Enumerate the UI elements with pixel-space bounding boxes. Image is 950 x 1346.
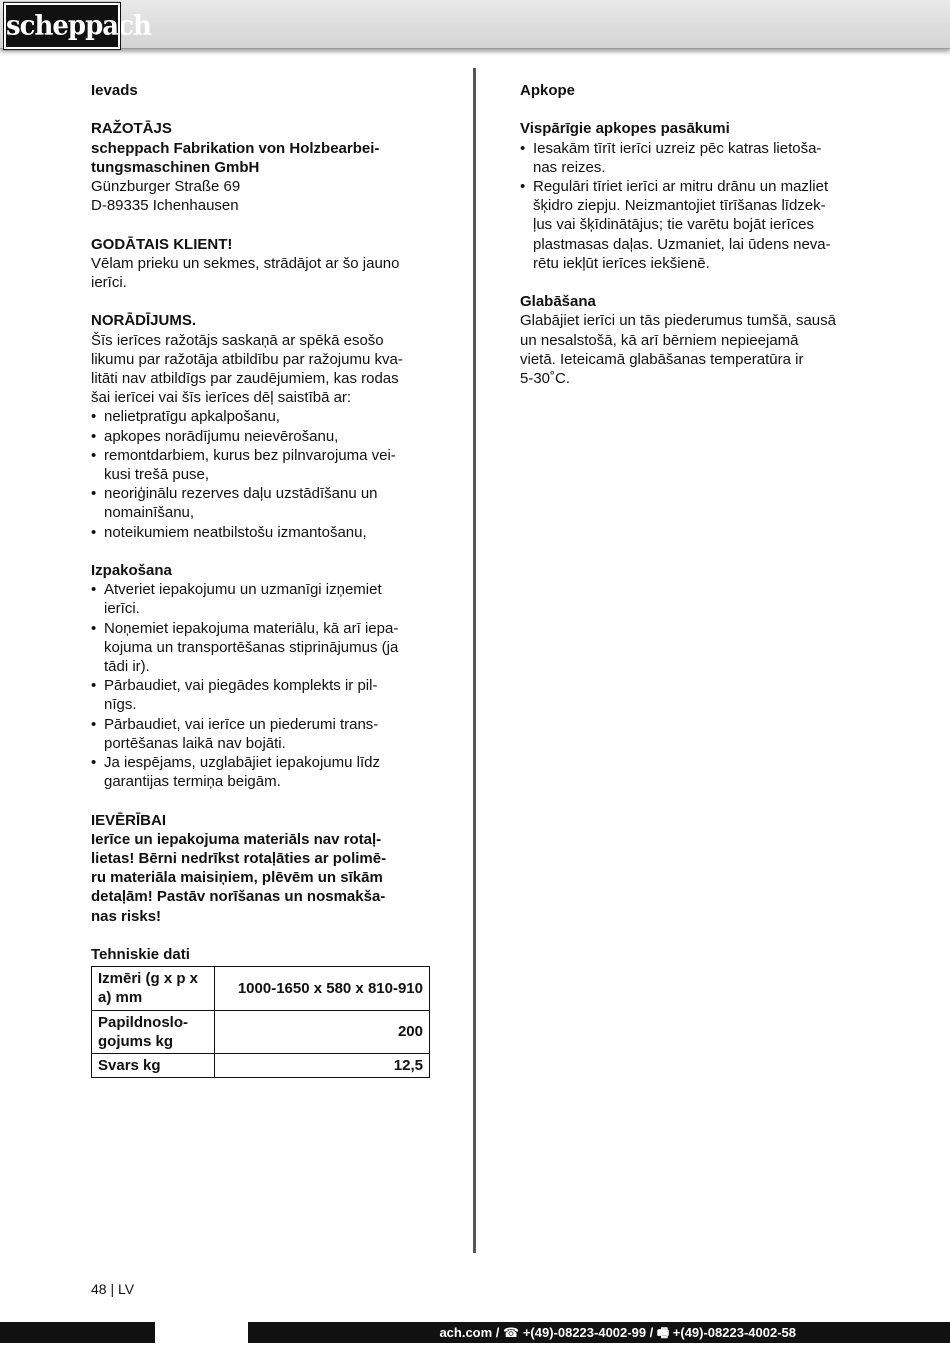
text-line: Ierīce un iepakojuma materiāls nav rotaļ-: [91, 830, 382, 848]
text-line: ļus vai šķīdinātājus; tie varētu bojāt ierīces: [533, 216, 814, 234]
left-column: [91, 81, 436, 1078]
brand-logo: scheppach: [4, 3, 120, 49]
text-line: plastmasas daļas. Uzmaniet, lai ūdens neva-: [533, 235, 831, 253]
text-line: lietas! Bērni nedrīkst rotaļāties ar polimē-: [91, 850, 387, 868]
notice-text: [91, 331, 436, 408]
table-row: [92, 967, 430, 1010]
company-name: [91, 139, 436, 177]
text-line: kojuma un transportēšanas stiprinājumus (ja: [104, 638, 399, 656]
text-line: ierīci.: [104, 600, 140, 618]
text-line: • remontdarbiem, kurus bez pilnvarojuma vei-: [104, 446, 396, 464]
text-line: • Noņemiet iepakojuma materiālu, kā arī iepa-: [104, 619, 399, 637]
list-item: [91, 484, 436, 522]
text-line: • Atveriet iepakojumu un uzmanīgi izņemiet: [104, 581, 382, 599]
text-line: 5-30˚C.: [520, 370, 571, 388]
text-line: Izmēri (g x p x: [98, 970, 199, 988]
footer-contact: ach.com / ☎ +(49)-08223-4002-99 / 🖷 +(49)-08223-4002-58: [439, 1325, 796, 1340]
text-line: • Iesakām tīrīt ierīci uzreiz pēc katras lietoša-: [533, 139, 822, 157]
text-line: litāti nav atbildīgs par zaudējumiem, kas rodas: [91, 370, 399, 387]
text-line: ru materiāla maisiņiem, plēvēm un sīkām: [91, 869, 383, 887]
page-number-value: 48: [91, 1281, 107, 1297]
spec-value: 1000-1650 x 580 x 810-910: [214, 967, 429, 1010]
text-line: • nelietpratīgu apkalpošanu,: [104, 408, 280, 426]
text-line: • Pārbaudiet, vai ierīce un piederumi trans-: [104, 715, 379, 733]
manufacturer-heading: RAŽOTĀJS: [91, 120, 172, 138]
spec-label: [92, 967, 215, 1010]
text-line: portēšanas laikā nav bojāti.: [104, 734, 286, 752]
text-line: Svars kg: [98, 1057, 161, 1075]
column-divider: [473, 68, 476, 1253]
page-language: LV: [118, 1281, 135, 1297]
page-footer: [0, 1322, 950, 1343]
general-maintenance-heading: Vispārīgie apkopes pasākumi: [520, 120, 730, 138]
list-item: [91, 753, 436, 791]
unpacking-heading: Izpakošana: [91, 562, 172, 580]
text-line: likumu par ražotāja atbildību par ražojumu kva-: [91, 350, 403, 368]
list-item: [91, 676, 436, 714]
text-line: detaļām! Pastāv norīšanas un nosmakša-: [91, 888, 386, 906]
text-line: nas reizes.: [533, 158, 606, 176]
text-line: Papildnoslo-: [98, 1013, 188, 1031]
text-line: rētu iekļūt ierīces iekšienē.: [533, 254, 710, 272]
tech-data-table: [91, 966, 430, 1078]
text-line: nomainīšanu,: [104, 504, 195, 522]
unpacking-list: [91, 580, 436, 791]
text-line: Šīs ierīces ražotājs saskaņā ar spēkā esošo: [91, 331, 384, 349]
list-item: [91, 407, 436, 426]
list-item: [91, 523, 436, 542]
spec-label: [92, 1010, 215, 1053]
text-line: • Regulāri tīriet ierīci ar mitru drānu un mazliet: [533, 178, 829, 195]
intro-heading: Ievads: [91, 82, 138, 99]
text-line: kusi trešā puse,: [104, 466, 210, 484]
page-header: [0, 0, 950, 49]
notice-heading: NORĀDĪJUMS.: [91, 312, 197, 330]
storage-heading: Glabāšana: [520, 293, 596, 311]
maintenance-heading: Apkope: [520, 82, 576, 99]
text-line: D-89335 Ichenhausen: [91, 197, 239, 215]
right-column: [520, 81, 870, 388]
list-item: [91, 580, 436, 618]
text-line: • Pārbaudiet, vai piegādes komplekts ir pil-: [104, 677, 378, 695]
page-number: 48 | LV: [91, 1281, 135, 1297]
tech-heading: Tehniskie dati: [91, 946, 190, 964]
table-row: [92, 1054, 430, 1078]
text-line: a) mm: [98, 989, 143, 1007]
text-line: • apkopes norādījumu neievērošanu,: [104, 427, 339, 445]
text-line: šai ierīcei vai šīs ierīces dēļ saistībā ar:: [91, 389, 352, 407]
text-line: nīgs.: [104, 696, 137, 714]
text-line: Vēlam prieku un sekmes, strādājot ar šo jauno: [91, 254, 400, 272]
text-line: garantijas termiņa beigām.: [104, 773, 281, 791]
text-line: • Ja iespējams, uzglabājiet iepakojumu līdz: [104, 754, 380, 772]
customer-text: [91, 254, 436, 292]
text-line: Glabājiet ierīci un tās piederumus tumšā, sausā: [520, 312, 836, 330]
general-maintenance-list: [520, 139, 870, 273]
storage-text: [520, 311, 870, 388]
text-line: • noteikumiem neatbilstošu izmantošanu,: [104, 523, 367, 541]
spec-value: 200: [214, 1010, 429, 1053]
attention-text: [91, 830, 436, 926]
list-item: [91, 619, 436, 677]
company-address: [91, 177, 436, 215]
list-item: [91, 446, 436, 484]
list-item: [520, 177, 870, 273]
text-line: • neoriģinālu rezerves daļu uzstādīšanu un: [104, 485, 378, 503]
spec-label: [92, 1054, 215, 1078]
list-item: [520, 139, 870, 177]
text-line: gojums kg: [98, 1032, 174, 1050]
attention-heading: IEVĒRĪBAI: [91, 811, 167, 829]
text-line: scheppach Fabrikation von Holzbearbei-: [91, 139, 380, 157]
notice-list: [91, 407, 436, 541]
text-line: vietā. Ieteicamā glabāšanas temperatūra ir: [520, 350, 804, 368]
list-item: [91, 715, 436, 753]
text-line: šķidro ziepju. Neizmantojiet tīrīšanas līdzek-: [533, 197, 826, 215]
table-row: [92, 1010, 430, 1053]
text-line: tungsmaschinen GmbH: [91, 158, 260, 176]
text-line: Günzburger Straße 69: [91, 178, 241, 195]
text-line: ierīci.: [91, 274, 127, 291]
list-item: [91, 427, 436, 446]
text-line: tādi ir).: [104, 658, 150, 676]
text-line: nas risks!: [91, 907, 162, 925]
customer-heading: GODĀTAIS KLIENT!: [91, 235, 233, 253]
spec-value: 12,5: [214, 1054, 429, 1078]
text-line: un nesalstošā, kā arī bērniem nepieejamā: [520, 331, 799, 349]
